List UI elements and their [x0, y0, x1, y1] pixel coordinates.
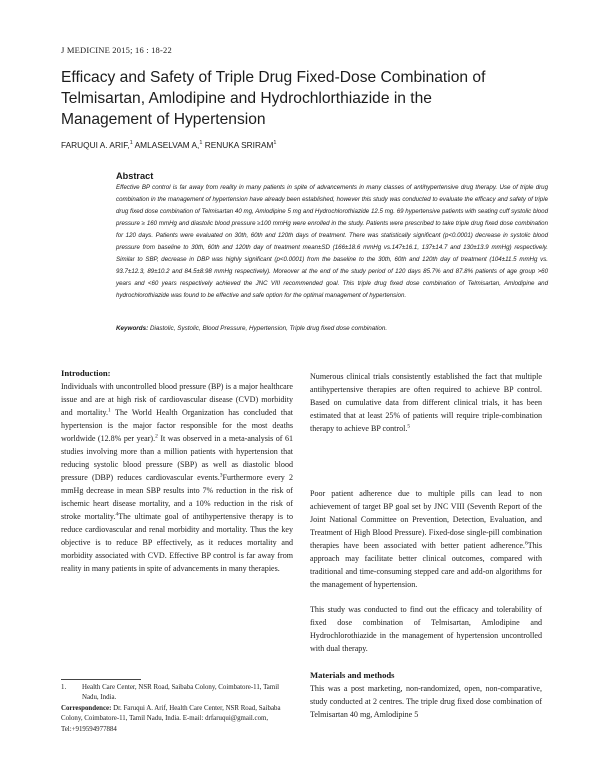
paragraph-text: Individuals with uncontrolled blood pressure (BP) is a major healthcare issue and are at high risk of cardiovascular disease (CVD) morbidity and mortality.	[61, 382, 293, 417]
paragraph-text: Furthermore every 2 mmHg decrease in mean SBP results into 7% reduction in the risk of ischemic heart disease mortality, and a 10% reduction in the risk of stroke mortality.	[61, 473, 293, 521]
title-line: Management of Hypertension	[61, 111, 266, 128]
paragraph-text: Numerous clinical trials consistently established the fact that multiple antihypertensive therapies are often required to achieve BP control. Based on cumulative data from different clinical trials, it has been estimated that at least 25% of patients will require triple-combination therapy to achieve BP control.	[310, 372, 542, 433]
paragraph-text: Poor patient adherence due to multiple pills can lead to non achievement of target BP goal set by JNC VIII (Seventh Report of the Joint National Committee on Prevention, Detection, Evaluation, and Treatment of High Blood Pressure). Fixed-dose single-pill combination therapies have been associated with better patient adherence.	[310, 489, 542, 550]
citation-marker: 5	[407, 423, 411, 430]
paragraph-text: It was observed in a meta-analysis of 61 studies involving more than a million patients with hypertension that reducing systolic blood pressure (SBP) as well as diastolic blood pressure (DBP) reduces cardiovascular events.	[61, 434, 293, 482]
abstract-heading: Abstract	[116, 171, 154, 181]
body-paragraph	[310, 487, 542, 591]
keywords-label: Keywords:	[116, 325, 149, 332]
citation-marker: 2	[155, 433, 158, 440]
affiliation-text: Health Care Center, NSR Road, Saibaba Colony, Coimbatore-11, Tamil Nadu, India.	[82, 684, 280, 702]
body-paragraph	[310, 370, 542, 435]
correspondence-text: Dr. Faruqui A. Arif, Health Care Center, NSR Road, Saibaba Colony, Coimbatore-11, Tamil Nadu, India. E-mail: drfaruqui@gmail.com, Tel:+919594977884	[61, 705, 281, 733]
introduction-paragraph	[61, 380, 293, 575]
paragraph-text: The World Health Organization has concluded that hypertension is the major factor responsible for the most deaths worldwide (12.8% per year).	[61, 408, 293, 443]
citation-marker: 4	[115, 511, 119, 518]
author-affiliation-marker: 1	[129, 140, 133, 147]
methods-heading: Materials and methods	[310, 670, 395, 680]
author-affiliation-marker: 1	[199, 140, 203, 147]
paragraph-text: The ultimate goal of antihypertensive therapy is to reduce cardiovascular and renal morbidity and mortality. Thus the key objective is to reduce BP effectively, as it reduces mortality and morbidity associated with CVD. Effective BP control is far away from reality in many patients in spite of advancements in many therapies.	[61, 512, 293, 573]
title-line: Telmisartan, Amlodipine and Hydrochlorthiazide in the	[61, 90, 432, 107]
body-paragraph: This was a post marketing, non-randomized, open, non-comparative, study conducted at 2 centres. The triple drug fixed dose combination of Telmisartan 40 mg, Amlodipine 5	[310, 684, 542, 719]
citation-marker: 1	[108, 407, 111, 414]
author-name: FARUQUI A. ARIF,	[61, 140, 130, 150]
correspondence-footnote	[61, 704, 293, 735]
article-title	[61, 67, 551, 130]
author-list	[61, 140, 276, 150]
keywords	[116, 325, 548, 332]
keywords-text: Diastolic, Systolic, Blood Pressure, Hypertension, Triple drug fixed dose combination.	[149, 325, 388, 332]
author-affiliation-marker: 1	[273, 140, 277, 147]
abstract-text: Effective BP control is far away from reality in many patients in spite of advancements in many classes of antihypertensive drug therapy. Use of triple drug combination in the management of hypertension have already been established, however this study was conducted to evaluate the efficacy and safety of triple drug fixed dose combination of Telmisartan 40 mg, Amlodipine 5 mg and Hydrochlorothiazide 12.5 mg. 69 hypertensive patients with seating cuff systolic blood pressure ≥ 160 mmHg and diastolic blood pressure ≥100 mmHg were enrolled in the study. Patients were prescribed to take triple drug fixed dose combination for 120 days. Patients were evaluated on 30th, 60th and 120th days of treatment. There was statistically significant (p<0.0001) decrease in systolic blood pressure from baseline to 30th, 60th and 120th day of treatment mean±SD (166±18.6 mmHg vs.147±16.1, 137±14.7 and 130±13.9 mmHg) respectively. Similar to SBP, decrease in DBP was highly significant (p<0.0001) from the baseline to the 30th, 60th and 120th day of treatment (104±11.5 mmHg vs. 93.7±12.3, 89±10.2 and 84.5±8.98 mmHg respectively). Moreover at the end of the study period of 120 days 85.7% and 87.8% patients of age group >60 years and <60 years respectively achieved the JNC VIII recommended goal. This triple drug fixed dose combination of Telmisartan, Amlodipine and hydrochlorothiazide was found to be effective and safe option for the optimal management of hypertension.	[116, 184, 548, 300]
footnote-divider	[61, 679, 141, 680]
paragraph-text: This approach may facilitate better clinical outcomes, compared with traditional and time-consuming stepped care and add-on algorithms for the management of hypertension.	[310, 541, 542, 589]
affiliation-footnote	[61, 683, 293, 704]
footnote-number: 1.	[61, 684, 67, 691]
correspondence-label: Correspondence:	[61, 705, 112, 712]
citation-marker: 3	[219, 472, 223, 479]
title-line: Efficacy and Safety of Triple Drug Fixed-Dose Combination of	[61, 69, 486, 86]
running-header: J MEDICINE 2015; 16 : 18-22	[61, 45, 172, 55]
body-paragraph: This study was conducted to find out the efficacy and tolerability of fixed dose combination of Telmisartan, Amlodipine and Hydrochlorothiazide in the management of hypertension uncontrolled with dual therapy.	[310, 605, 542, 653]
introduction-heading: Introduction:	[61, 368, 111, 378]
author-name: AMLASELVAM A,	[134, 140, 200, 150]
citation-marker: 6	[524, 540, 528, 547]
author-name: RENUKA SRIRAM	[204, 140, 274, 150]
